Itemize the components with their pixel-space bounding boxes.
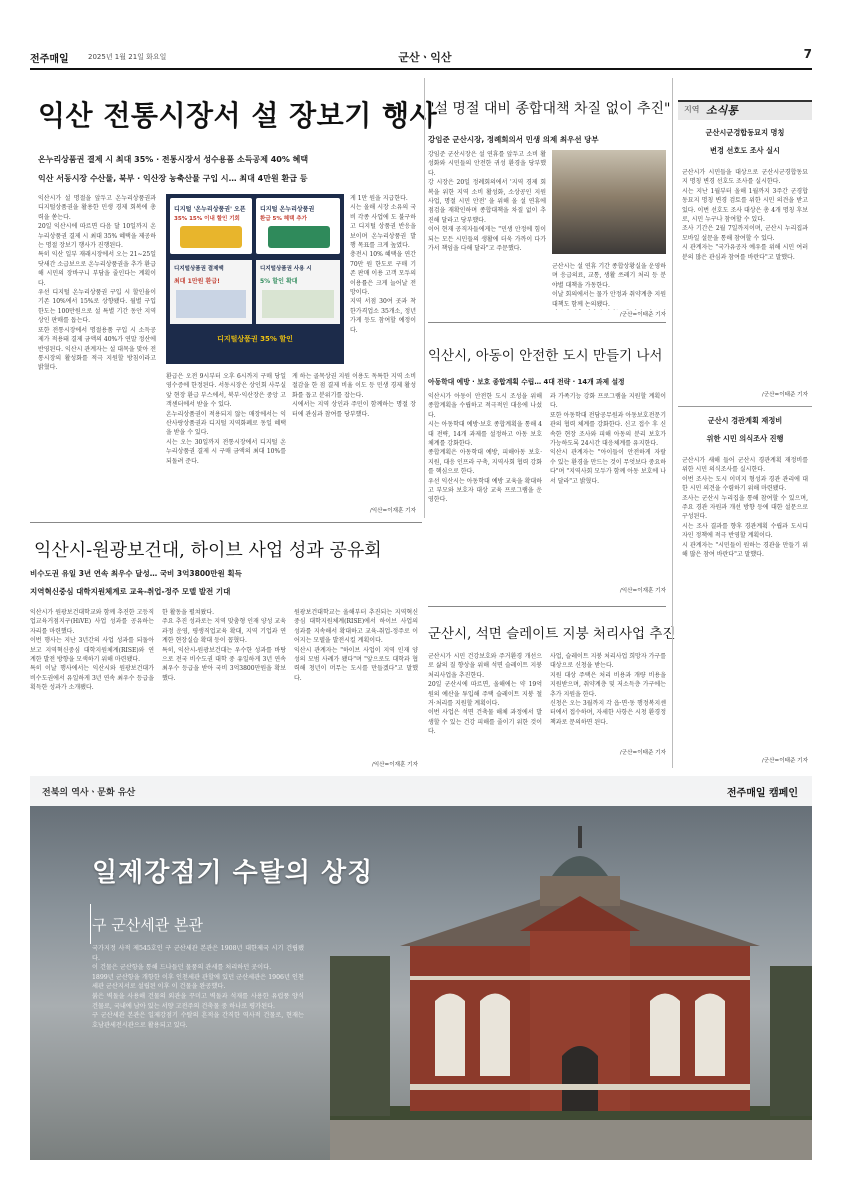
article-body: 강임준 군산시장은 설 연휴를 앞두고 소비 활성화와 시민들의 안전한 귀성 환경을 당부했다. 강 시장은 20일 정례회의에서 '지역 경제 회복을 위한 지역 소비 활성화, 소상공인 지원 사업, 명절 시민 안전' 을 위해 올 설 연휴에 점검을 재확인하며 종합대책을 차질 없이 추진해 달라고 당부했다. 이어 현재 공직자들에게는 "민생 안정에 힘이 되는 모든 시민들의 생활에 더욱 가까이 다가가서 책임을 다해 달라"고 주문했다. [428,151,546,253]
graphic-heading: 디지털 '온누리상품권' 오픈 [174,206,246,213]
article-body: 게 1만 원을 지급한다. 시는 올해 시장 소유의 국비 각종 사업에 도 불구하고 디지털 상품권 반응을 보이며 온누리상품권 발행 목표를 크게 높였다. 충전시 10% 혜택을 연간 70만 원 한도로 구매 기존 판매 이용 고객 모두의 이용률은 크게 늘어날 전망이다. 지역 서점 30여 곳과 착한가격업소 35개소, 정년 가게 등도 참여할 예정이다. [350,195,416,334]
campaign-corner: 전북의 역사ㆍ문화 유산 [42,788,136,798]
byline: /군산=이태준 기자 [619,312,666,318]
customs-building-photo [330,816,812,1160]
headline[interactable]: 익산시, 아동이 안전한 도시 만들기 나서 [428,348,663,364]
news-item-body: 군산시가 새해 들어 군산시 경관계획 재정비를 위한 시민 의식조사를 실시한다. 이번 조사는 도시 이미지 형성과 경관 관리에 대한 시민 의견을 수렴하기 위해 마련됐다. 조사는 군산시 누리집을 통해 참여할 수 있으며, 주요 경관 자원과 개선 방향 등에 대한 설문으로 구성된다. 시는 조사 결과를 향후 경관계획 수립과 도시디자인 정책에 적극 반영할 계획이다. 시 관계자는 "시민들이 원하는 경관을 만들기 위해 많은 참여 바란다"고 말했다. [682,457,808,559]
article-child-safety [428,330,666,600]
news-item-title[interactable]: 위한 시민 의식조사 진행 [706,434,784,443]
article-market [30,78,438,518]
stone-band [410,976,750,980]
ground [330,1116,812,1160]
page-number: 7 [803,47,812,61]
article-body: 익산시가 아동이 안전한 도시 조성을 위해 종합계획을 수립하고 적극적인 대응에 나섰다. 시는 아동학대 예방·보호 종합계획을 통해 4대 전략, 14개 과제를 설정하고 아동 보호 체계를 강화한다. 종합계획은 아동학대 예방, 피해아동 보호·지원, 대응 인프라 구축, 지역사회 협력 강화를 핵심으로 한다. 우선 익산시는 아동학대 예방 교육을 확대하고 부모와 보호자 대상 교육 프로그램을 운영한다. [428,393,542,504]
news-item-title[interactable]: 군산시군경합동묘지 명칭 [705,128,785,137]
byline: /익산=이재훈 기자 [619,588,666,594]
graphic-tag: 디지털상품권 35% 할인 [217,335,293,343]
promo-graphic [166,194,344,364]
graphic-heading: 35% 15% 이내 할인 기회 [174,216,240,222]
article-body: 환급은 오전 9시부터 오후 6시까지 구매 당일 영수증에 한정된다. 서동시장은 상인회 사무실 앞 현장 환급 부스에서, 북부·익산장은 중앙 고객센터에서 받을 수 있다. 온누리상품권이 적용되지 않는 매장에서는 익산사랑상품권과 디지털 지역화폐로 동일 혜택을 받을 수 있다. 시는 오는 30일까지 전통시장에서 디지털 온누리상품권 결제 시 구매 금액의 최대 10%를 되돌려 준다. [166,373,286,465]
article-slate-roof [428,612,676,762]
sidebar-title: 소식통 [706,104,738,117]
graphic-panel-value: 5% 할인 확대 [260,278,298,285]
subheadline: 비수도권 유일 3년 연속 최우수 달성… 국비 3억3800만원 획득 [30,569,242,578]
graphic-heading: 환급 5% 혜택 추가 [260,216,307,222]
campaign-subtitle: 구 군산세관 본관 [92,916,203,934]
article-body: 원광보건대학교는 올해부터 추진되는 지역혁신중심 대학지원체계(RISE)에서 하이브 사업의 성과를 지속해서 확대하고 교육-취업-정주로 이어지는 모델을 발전시킬 계획이다. 익산시 관계자는 "하이브 사업이 지역 인재 양성의 모범 사례가 됐다"며 "앞으로도 대학과 협력해 청년이 머무는 도시를 만들겠다"고 말했다. [294,609,418,682]
campaign-title[interactable]: 일제강점기 수탈의 상징 [92,858,374,888]
headline[interactable]: "설 명절 대비 종합대책 차질 없이 추진" [428,101,671,117]
article-body: 한 활동을 펼쳐왔다. 주요 추진 성과로는 지역 맞춤형 인재 양성 교육과정 운영, 평생직업교육 확대, 지역 기업과 연계한 현장실습 확대 등이 꼽혔다. 특히, 익산시-원광보건대는 우수한 성과를 바탕으로 전국 비수도권 대학 중 유일하게 3년 연속 최우수 등급을 받아 국비 3억3800만원을 확보했다. [162,609,286,682]
dome [552,856,608,876]
subheadline: 익산 서동시장 수산물, 북부 · 익산장 농축산물 구입 시… 최대 4만원 환급 등 [38,174,308,183]
subheadline: 아동학대 예방 · 보호 종합계획 수립… 4대 전략 · 14개 과제 설정 [428,378,625,386]
graphic-panel-title: 디지털상품권 사용 시 [260,266,312,272]
paper-name: 전주매일 [30,54,69,65]
byline: /군산=이태준 기자 [761,758,808,764]
window-right-2 [695,994,725,1077]
window-left-1 [435,994,465,1077]
article-holiday-plan [428,78,671,318]
article-body: 군산시는 설 연휴 기간 종합상황실을 운영하며 응급의료, 교통, 생활 쓰레기 처리 등 분야별 대책을 가동한다. 이날 회의에서는 물가 안정과 취약계층 지원 대책도 함께 논의됐다. [552,263,666,308]
article-body: 사업, 슬레이트 지붕 처리사업 희망자 가구를 대상으로 신청을 받는다. 지원 대상 주택은 처리 비용과 개량 비용을 지원받으며, 취약계층 및 저소득층 가구에는 추가 지원을 한다. 신청은 오는 3월까지 각 읍·면·동 행정복지센터에서 접수하며, 자세한 사항은 시청 환경정책과로 문의하면 된다. [550,653,666,726]
headline[interactable]: 익산시-원광보건대, 하이브 사업 성과 공유회 [34,540,382,561]
news-item-body: 군산시가 시민들을 대상으로 군산시군경합동묘지 명칭 변경 선호도 조사를 실시한다. 시는 지난 1월부터 올해 1월까지 3주간 군경합동묘지 명칭 변경 검토를 위한 시민 의견을 받고 있다. 이번 선호도 조사 대상은 총 4개 명칭 후보로, 시민 누구나 참여할 수 있다. 조사 기간은 2월 7일까지이며, 군산시 누리집과 모바일 설문을 통해 참여할 수 있다. 시 관계자는 "국가유공자 예우를 위해 시민 여러분의 많은 관심과 참여를 바란다"고 말했다. [682,169,808,261]
news-item-title[interactable]: 변경 선호도 조사 실시 [710,146,780,155]
article-body: 익산시가 설 명절을 앞두고 온누리상품권과 디지털상품권을 활용한 민생 경제 회복에 총력을 쏟는다. 20일 익산시에 따르면 다음 달 10일까지 온누리상품권 결제 시 최대 35% 혜택을 제공하는 명절 장보기 행사가 진행된다. 특히 익산 일부 재래시장에서 오는 21~25일 닷새간 소급보으로 온누리상품권을 추가 환급해 시민의 장바구니 부담을 줄인다는 계획이다. 우선 디지털 온누리상품권 구입 시 할인율이 기존 10%에서 15%로 상향됐다. 월별 구입한도는 100만원으로 설 특별 기간 동안 지역 상인 판매를 돕는다. 또한 전통시장에서 명절용품 구입 시 소득공제가 적용돼 결제 금액의 40%가 연말 정산에 반영된다. 익산시 관계자는 설 대목을 맞아 전통시장의 활성화를 적극 지원할 방침이라고 밝혔다. [38,195,156,372]
graphic-panel-title: 디지털상품권 결제액 [174,266,224,272]
window-left-2 [480,994,510,1077]
sidebar-label: 지역 [684,105,700,114]
graphic-heading: 디지털 온누리상품권 [260,206,315,213]
issue-date: 2025년 1월 21일 화요일 [88,53,167,61]
subheadline: 강임준 군산시장, 정례회의서 민생 의제 최우선 당부 [428,135,599,144]
byline: /익산=이재훈 기자 [369,508,416,514]
graphic-panel-value: 최대 1만원 환급! [174,278,220,285]
article-hive [30,528,422,770]
news-item-title[interactable]: 군산시 경관계획 재정비 [707,416,783,425]
section-name: 군산ㆍ익산 [398,51,452,64]
tree-left [330,956,390,1116]
subheadline: 지역혁신중심 대학지원체계로 교육-취업-정주 모델 발전 기대 [30,587,231,596]
byline: /익산=이재훈 기자 [371,762,418,768]
article-body: 게 하는 골목상권 지원 이용도 독특한 지역 소비 절감을 한 점 결제 비율 이도 등 민생 경제 활성화를 돕고 분위기를 잡는다. 시에서는 지역 상인과 주민이 함께하는 명절 장터에 관심과 참여를 당부했다. [292,373,416,418]
byline: /군산=이태준 기자 [619,750,666,756]
meeting-photo [552,150,666,254]
tree-right [770,966,812,1116]
article-body: 과 가족기능 강화 프로그램을 지원할 계획이다. 또한 아동학대 전담공무원과 아동보호전문기관의 협력 체계를 강화한다. 신고 접수 후 신속한 현장 조사와 피해 아동의 분리 보호가 가능하도록 24시간 대응체계를 유지한다. 익산시 관계자는 "아이들이 안전하게 자랄 수 있는 환경을 만드는 것이 무엇보다 중요하다"며 "지역사회 모두가 함께 아동 보호에 나서 달라"고 밝혔다. [550,393,666,485]
entrance-arch [562,1046,598,1111]
campaign-body: 국가지정 사적 제545호인 구 군산세관 본관은 1908년 대한제국 시기 건립됐다. 이 건물은 군산항을 통해 드나들던 물품의 관세를 처리하던 곳이다. 1899년 군산항을 개항한 이후 인천세관 관할에 있던 군산세관은 1906년 인천세관 군산지서로 설립된 이후 이 건물을 완공했다. 붉은 벽돌을 사용해 건물의 외관을 꾸미고 벽돌과 석재를 사용한 유럽풍 양식 건물로, 국내에 남아 있는 서양 고전주의 건축물 중 하나로 평가된다. 구 군산세관 본관은 일제강점기 수탈의 흔적을 간직한 역사적 건물로, 현재는 호남관세전시관으로 활용되고 있다. [92,945,304,1029]
headline[interactable]: 익산 전통시장서 설 장보기 행사 [38,99,438,132]
sidebar-local-news [678,100,812,770]
spire [578,826,582,848]
campaign-banner [30,776,812,1160]
stone-band [410,1084,750,1090]
article-body: 군산시가 시민 건강보호와 주거환경 개선으로 삶의 질 향상을 위해 석면 슬레이트 지붕 처리사업을 추진한다. 20일 군산시에 따르면, 올해에는 약 19억 원의 예산을 투입해 주택 슬레이트 지붕 철거·처리를 지원할 계획이다. 이번 사업은 석면 건축물 해체 과정에서 발생할 수 있는 건강 피해를 줄이기 위한 것이다. [428,653,542,736]
masthead [30,44,812,66]
article-body: 익산시가 원광보건대학교와 함께 추진한 고등직업교육거점지구(HiVE) 사업 성과를 공유하는 자리를 마련했다. 이번 행사는 지난 3년간의 사업 성과를 되돌아보고 지역혁신중심 대학지원체계(RISE)와 연계한 발전 방향을 모색하기 위해 마련됐다. 특히 이날 행사에서는 익산시와 원광보건대가 비수도권에서 유일하게 3년 연속 최우수 등급을 획득한 성과가 소개됐다. [30,609,154,692]
headline[interactable]: 군산시, 석면 슬레이트 지붕 처리사업 추진 [428,626,676,642]
subheadline: 온누리상품권 결제 시 최대 35% · 전통시장서 성수용품 소득공제 40% 혜택 [38,155,309,164]
byline: /군산=이태준 기자 [761,392,808,398]
campaign-brand: 전주매일 캠페인 [726,788,798,799]
window-right-1 [650,994,680,1077]
